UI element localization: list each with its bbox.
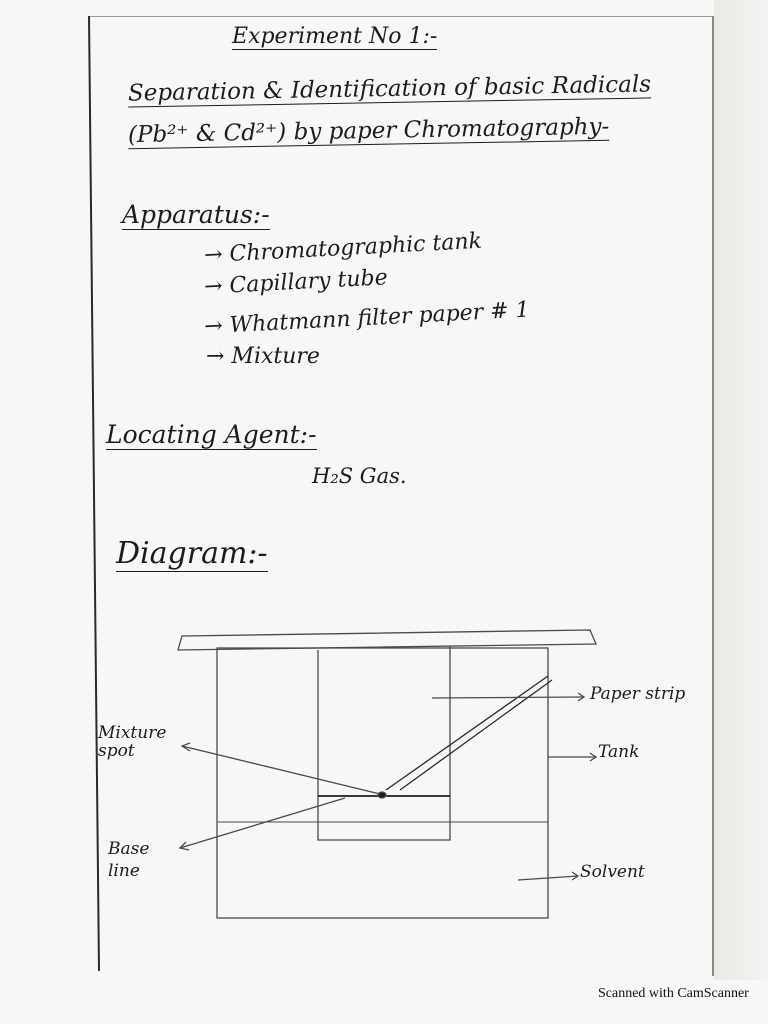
mixture-spot — [378, 792, 386, 798]
experiment-title: Experiment No 1:- — [232, 24, 438, 49]
scanner-watermark: Scanned with CamScanner — [598, 986, 749, 1001]
label-tank: Tank — [598, 742, 640, 762]
label-mixture-spot: Mixture spot — [98, 723, 167, 761]
pointer-paper — [432, 697, 584, 698]
apparatus-item: → Capillary tube — [203, 265, 389, 300]
label-base-line: Base line — [108, 839, 150, 881]
apparatus-heading: Apparatus:- — [122, 200, 270, 229]
tank-lid — [178, 630, 596, 650]
capillary-tube-edge — [400, 680, 552, 790]
apparatus-item: → Chromatographic tank — [203, 228, 483, 269]
label-solvent: Solvent — [580, 862, 645, 882]
label-paper-strip: Paper strip — [590, 684, 686, 704]
apparatus-item: → Whatmann filter paper # 1 — [203, 297, 531, 340]
experiment-subtitle-line2: (Pb²⁺ & Cd²⁺) by paper Chromatography- — [127, 113, 610, 149]
tank-outline — [217, 648, 548, 918]
locating-agent-heading: Locating Agent:- — [106, 420, 317, 449]
pointer-mixture — [182, 746, 380, 794]
locating-agent-value: H₂S Gas. — [312, 464, 407, 488]
paper-strip — [318, 646, 450, 840]
capillary-tube — [386, 676, 548, 790]
experiment-subtitle-line1: Separation & Identification of basic Radicals — [127, 71, 652, 107]
apparatus-item: → Mixture — [206, 344, 320, 369]
diagram-heading: Diagram:- — [116, 536, 268, 571]
